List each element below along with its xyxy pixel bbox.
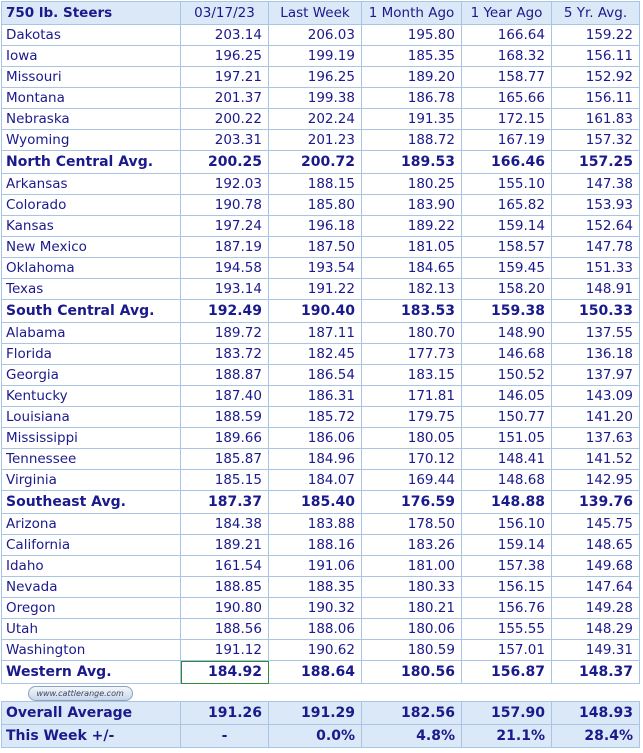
table-row: [2, 556, 640, 577]
region-average-row-value: 192.49: [181, 300, 269, 323]
table-row-value: 188.87: [181, 365, 269, 386]
table-row: [2, 470, 640, 491]
table-row-value: 188.85: [181, 577, 269, 598]
table-row-value: 156.11: [552, 88, 640, 109]
table-row-value: 185.35: [362, 46, 462, 67]
cattlerange-logo: www.cattlerange.com: [28, 686, 133, 701]
table-row-value: 155.55: [462, 619, 552, 640]
logo-cell: [2, 684, 640, 702]
table-row-value: 137.55: [552, 323, 640, 344]
region-average-row-value: 148.88: [462, 491, 552, 514]
table-row-value: 155.10: [462, 174, 552, 195]
table-row-value: 185.87: [181, 449, 269, 470]
table-row-value: 187.40: [181, 386, 269, 407]
table-row-value: 143.09: [552, 386, 640, 407]
weekly-change-row-value: 21.1%: [462, 725, 552, 748]
table-row-value: 178.50: [362, 514, 462, 535]
table-row-label: Oklahoma: [2, 258, 181, 279]
table-row-label: Georgia: [2, 365, 181, 386]
table-row-label: California: [2, 535, 181, 556]
table-row-value: 200.22: [181, 109, 269, 130]
table-row: [2, 258, 640, 279]
table-row-value: 186.54: [269, 365, 362, 386]
region-average-row-value: 148.37: [552, 661, 640, 684]
table-row-value: 181.00: [362, 556, 462, 577]
table-row-value: 156.15: [462, 577, 552, 598]
table-row: [2, 598, 640, 619]
table-row-value: 159.14: [462, 216, 552, 237]
table-row-value: 194.58: [181, 258, 269, 279]
table-row-value: 191.22: [269, 279, 362, 300]
table-row-value: 188.06: [269, 619, 362, 640]
table-row-value: 157.01: [462, 640, 552, 661]
table-row-value: 161.54: [181, 556, 269, 577]
table-row-value: 186.78: [362, 88, 462, 109]
region-average-row-value: 157.25: [552, 151, 640, 174]
table-row-value: 149.28: [552, 598, 640, 619]
table-row-label: Virginia: [2, 470, 181, 491]
table-row: [2, 386, 640, 407]
table-row-value: 183.15: [362, 365, 462, 386]
table-row-value: 187.50: [269, 237, 362, 258]
table-row-value: 193.14: [181, 279, 269, 300]
region-average-row-value: 187.37: [181, 491, 269, 514]
table-row-label: Kentucky: [2, 386, 181, 407]
price-table-wrapper: [1, 1, 642, 751]
table-row-value: 186.06: [269, 428, 362, 449]
table-row-value: 197.21: [181, 67, 269, 88]
table-row-label: New Mexico: [2, 237, 181, 258]
region-average-row-label: South Central Avg.: [2, 300, 181, 323]
logo-row: [2, 684, 640, 702]
table-row-value: 168.32: [462, 46, 552, 67]
table-row-value: 148.68: [462, 470, 552, 491]
table-row-value: 199.38: [269, 88, 362, 109]
table-row-value: 145.75: [552, 514, 640, 535]
region-average-row-value: 189.53: [362, 151, 462, 174]
region-average-row-value: 176.59: [362, 491, 462, 514]
table-row-value: 151.33: [552, 258, 640, 279]
overall-average-row-value: 191.29: [269, 702, 362, 725]
table-row: [2, 449, 640, 470]
table-row-value: 152.92: [552, 67, 640, 88]
table-row-value: 189.72: [181, 323, 269, 344]
header-five-year-avg: 5 Yr. Avg.: [552, 2, 640, 25]
region-average-row: [2, 300, 640, 323]
table-row-value: 186.31: [269, 386, 362, 407]
table-row-value: 158.20: [462, 279, 552, 300]
table-row-value: 157.38: [462, 556, 552, 577]
table-row-value: 188.15: [269, 174, 362, 195]
region-average-row-value: 184.92: [181, 661, 269, 684]
table-row-value: 191.06: [269, 556, 362, 577]
table-row-label: Washington: [2, 640, 181, 661]
table-row-value: 183.90: [362, 195, 462, 216]
table-row: [2, 577, 640, 598]
table-row-value: 189.21: [181, 535, 269, 556]
table-row-label: Montana: [2, 88, 181, 109]
table-row-value: 189.66: [181, 428, 269, 449]
table-row-value: 184.07: [269, 470, 362, 491]
header-current-date: 03/17/23: [181, 2, 269, 25]
table-row: [2, 216, 640, 237]
table-row-label: Missouri: [2, 67, 181, 88]
table-row-value: 183.72: [181, 344, 269, 365]
region-average-row-value: 159.38: [462, 300, 552, 323]
table-row-value: 156.10: [462, 514, 552, 535]
table-row-value: 180.70: [362, 323, 462, 344]
table-row-value: 185.15: [181, 470, 269, 491]
table-row: [2, 67, 640, 88]
table-row: [2, 344, 640, 365]
table-row-value: 150.52: [462, 365, 552, 386]
table-row: [2, 407, 640, 428]
table-row-label: Texas: [2, 279, 181, 300]
weekly-change-row-value: -: [181, 725, 269, 748]
table-row-value: 180.25: [362, 174, 462, 195]
weekly-change-row-value: 4.8%: [362, 725, 462, 748]
table-row-value: 180.06: [362, 619, 462, 640]
table-row-value: 182.13: [362, 279, 462, 300]
table-row: [2, 514, 640, 535]
table-row-value: 137.63: [552, 428, 640, 449]
header-row: [2, 2, 640, 25]
table-row-value: 184.38: [181, 514, 269, 535]
table-row-value: 159.22: [552, 25, 640, 46]
table-row-value: 196.18: [269, 216, 362, 237]
table-row-label: Kansas: [2, 216, 181, 237]
table-row-value: 195.80: [362, 25, 462, 46]
table-row-value: 192.03: [181, 174, 269, 195]
header-one-year-ago: 1 Year Ago: [462, 2, 552, 25]
table-row-value: 148.29: [552, 619, 640, 640]
table-row-value: 156.11: [552, 46, 640, 67]
table-row-value: 180.33: [362, 577, 462, 598]
table-row: [2, 619, 640, 640]
table-row-value: 147.38: [552, 174, 640, 195]
table-row-value: 148.90: [462, 323, 552, 344]
table-row-value: 170.12: [362, 449, 462, 470]
table-row-value: 152.64: [552, 216, 640, 237]
table-row-value: 201.23: [269, 130, 362, 151]
table-row-value: 184.65: [362, 258, 462, 279]
table-row-value: 146.68: [462, 344, 552, 365]
table-row: [2, 130, 640, 151]
table-row-value: 159.45: [462, 258, 552, 279]
overall-average-row-label: Overall Average: [2, 702, 181, 725]
region-average-row-value: 185.40: [269, 491, 362, 514]
table-row-value: 188.16: [269, 535, 362, 556]
table-row-label: Mississippi: [2, 428, 181, 449]
table-row-value: 148.65: [552, 535, 640, 556]
table-row-label: Tennessee: [2, 449, 181, 470]
table-row-value: 158.77: [462, 67, 552, 88]
table-row-value: 190.32: [269, 598, 362, 619]
table-row-value: 153.93: [552, 195, 640, 216]
table-row-value: 167.19: [462, 130, 552, 151]
table-row: [2, 109, 640, 130]
header-title: 750 lb. Steers: [2, 2, 181, 25]
table-row-label: Dakotas: [2, 25, 181, 46]
table-row-value: 206.03: [269, 25, 362, 46]
table-row-value: 180.59: [362, 640, 462, 661]
steer-price-table: [1, 1, 640, 748]
table-row-label: Idaho: [2, 556, 181, 577]
table-row-value: 177.73: [362, 344, 462, 365]
table-row-value: 180.21: [362, 598, 462, 619]
table-row-value: 141.20: [552, 407, 640, 428]
table-row-value: 182.45: [269, 344, 362, 365]
region-average-row: [2, 151, 640, 174]
table-row-label: Utah: [2, 619, 181, 640]
table-row-value: 189.22: [362, 216, 462, 237]
table-row-value: 191.35: [362, 109, 462, 130]
table-row-value: 188.56: [181, 619, 269, 640]
region-average-row-label: Southeast Avg.: [2, 491, 181, 514]
region-average-row-label: Western Avg.: [2, 661, 181, 684]
table-row-value: 169.44: [362, 470, 462, 491]
table-row-value: 172.15: [462, 109, 552, 130]
table-row-value: 201.37: [181, 88, 269, 109]
weekly-change-row-label: This Week +/-: [2, 725, 181, 748]
table-row-label: Florida: [2, 344, 181, 365]
region-average-row-value: 200.25: [181, 151, 269, 174]
table-row-value: 161.83: [552, 109, 640, 130]
table-row-label: Arkansas: [2, 174, 181, 195]
table-row-label: Oregon: [2, 598, 181, 619]
table-row-value: 183.26: [362, 535, 462, 556]
overall-average-row-value: 191.26: [181, 702, 269, 725]
table-row: [2, 535, 640, 556]
table-row-value: 147.64: [552, 577, 640, 598]
overall-average-row-value: 157.90: [462, 702, 552, 725]
table-row-value: 188.59: [181, 407, 269, 428]
table-row-value: 136.18: [552, 344, 640, 365]
table-row-value: 148.91: [552, 279, 640, 300]
table-row-label: Louisiana: [2, 407, 181, 428]
overall-average-row-value: 148.93: [552, 702, 640, 725]
table-row-value: 185.72: [269, 407, 362, 428]
table-row-value: 181.05: [362, 237, 462, 258]
table-row: [2, 195, 640, 216]
region-average-row: [2, 491, 640, 514]
table-row-value: 159.14: [462, 535, 552, 556]
table-row-value: 149.31: [552, 640, 640, 661]
table-row-value: 190.78: [181, 195, 269, 216]
table-row-value: 141.52: [552, 449, 640, 470]
table-row-label: Colorado: [2, 195, 181, 216]
table-row-value: 188.72: [362, 130, 462, 151]
table-row-value: 166.64: [462, 25, 552, 46]
table-row-value: 203.31: [181, 130, 269, 151]
table-row: [2, 640, 640, 661]
overall-average-row: [2, 702, 640, 725]
table-row: [2, 279, 640, 300]
weekly-change-row-value: 0.0%: [269, 725, 362, 748]
region-average-row-value: 180.56: [362, 661, 462, 684]
table-row-value: 199.19: [269, 46, 362, 67]
table-row-value: 191.12: [181, 640, 269, 661]
table-row-value: 148.41: [462, 449, 552, 470]
region-average-row-value: 166.46: [462, 151, 552, 174]
table-row-value: 190.62: [269, 640, 362, 661]
table-row: [2, 323, 640, 344]
table-row: [2, 365, 640, 386]
table-row-value: 197.24: [181, 216, 269, 237]
region-average-row-value: 200.72: [269, 151, 362, 174]
table-row-value: 137.97: [552, 365, 640, 386]
table-row-value: 157.32: [552, 130, 640, 151]
table-row-label: Wyoming: [2, 130, 181, 151]
table-row-label: Arizona: [2, 514, 181, 535]
table-row-value: 146.05: [462, 386, 552, 407]
table-row-label: Iowa: [2, 46, 181, 67]
table-row-value: 147.78: [552, 237, 640, 258]
region-average-row-value: 190.40: [269, 300, 362, 323]
table-row-value: 165.82: [462, 195, 552, 216]
table-row-value: 179.75: [362, 407, 462, 428]
table-row-value: 158.57: [462, 237, 552, 258]
table-row-value: 190.80: [181, 598, 269, 619]
region-average-row: [2, 661, 640, 684]
table-row-label: Alabama: [2, 323, 181, 344]
table-row-value: 149.68: [552, 556, 640, 577]
table-row-value: 196.25: [181, 46, 269, 67]
weekly-change-row-value: 28.4%: [552, 725, 640, 748]
table-row: [2, 237, 640, 258]
table-row: [2, 428, 640, 449]
table-row-value: 171.81: [362, 386, 462, 407]
region-average-row-value: 150.33: [552, 300, 640, 323]
table-row-value: 183.88: [269, 514, 362, 535]
region-average-row-value: 188.64: [269, 661, 362, 684]
table-row-label: Nevada: [2, 577, 181, 598]
table-row-value: 188.35: [269, 577, 362, 598]
header-one-month-ago: 1 Month Ago: [362, 2, 462, 25]
table-row: [2, 88, 640, 109]
table-row-value: 203.14: [181, 25, 269, 46]
region-average-row-value: 183.53: [362, 300, 462, 323]
overall-average-row-value: 182.56: [362, 702, 462, 725]
table-body: [2, 25, 640, 748]
table-row: [2, 25, 640, 46]
table-row-value: 151.05: [462, 428, 552, 449]
table-row-value: 150.77: [462, 407, 552, 428]
region-average-row-value: 156.87: [462, 661, 552, 684]
weekly-change-row: [2, 725, 640, 748]
table-row-value: 180.05: [362, 428, 462, 449]
table-row-label: Nebraska: [2, 109, 181, 130]
table-row-value: 165.66: [462, 88, 552, 109]
table-row-value: 187.11: [269, 323, 362, 344]
table-row-value: 184.96: [269, 449, 362, 470]
region-average-row-value: 139.76: [552, 491, 640, 514]
table-row-value: 156.76: [462, 598, 552, 619]
table-row-value: 196.25: [269, 67, 362, 88]
table-row-value: 202.24: [269, 109, 362, 130]
table-row: [2, 174, 640, 195]
table-row-value: 187.19: [181, 237, 269, 258]
table-row: [2, 46, 640, 67]
region-average-row-label: North Central Avg.: [2, 151, 181, 174]
table-row-value: 142.95: [552, 470, 640, 491]
table-row-value: 193.54: [269, 258, 362, 279]
table-row-value: 185.80: [269, 195, 362, 216]
table-row-value: 189.20: [362, 67, 462, 88]
header-last-week: Last Week: [269, 2, 362, 25]
